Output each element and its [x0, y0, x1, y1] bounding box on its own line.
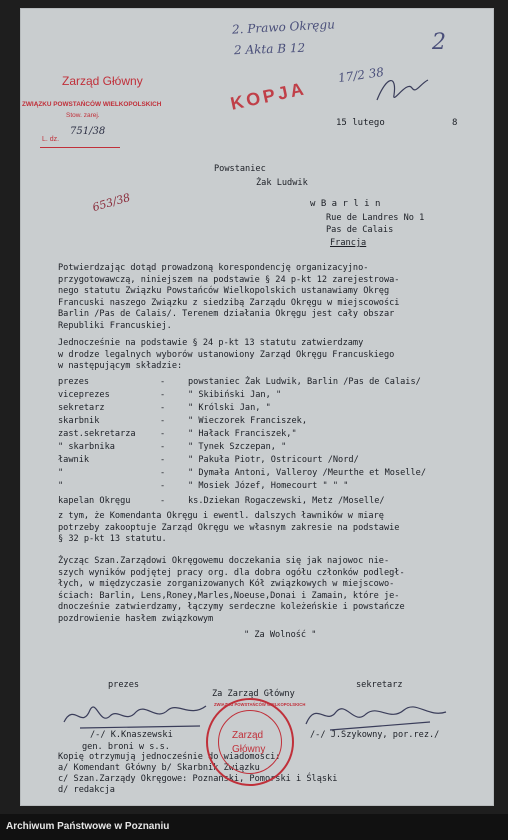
stamp-ref-number: 751/38	[70, 126, 106, 137]
paragraph-4-line: pozdrowienie hasłem związkowym	[58, 613, 214, 624]
roster-role: prezes	[58, 377, 90, 387]
cc-list	[58, 752, 337, 796]
paragraph-1-line: Francuski naszego Związku z siedzibą Zarządu Okręgu w miejscowości	[58, 297, 400, 308]
handwritten-initials	[372, 70, 432, 110]
roster-dash: -	[160, 481, 166, 491]
roster-role: "	[58, 468, 64, 478]
closing-motto: " Za Wolność "	[244, 630, 317, 640]
sekretarz-name: /-/ J.Szykowny, por.rez./	[310, 730, 440, 740]
roster-dash: -	[160, 442, 166, 452]
document-page	[20, 8, 494, 806]
paragraph-1	[58, 263, 399, 333]
address-line-4: Rue de Landres No 1	[326, 213, 425, 223]
paragraph-4-line: ściach: Barlin, Lens,Roney,Marles,Noeuse,Donai i Zamain, które je-	[58, 590, 400, 601]
letter-year: 8	[452, 118, 458, 128]
stamp-line-1: Zarząd Główny	[62, 74, 143, 88]
prezes-name: /-/ K.Knaszewski	[90, 730, 173, 740]
roster-dash: -	[160, 377, 166, 387]
roster-name: " Wieczorek Franciszek,	[188, 416, 307, 426]
handwritten-note-1: 2. Prawo Okręgu	[231, 17, 336, 37]
roster-dash: -	[160, 496, 166, 506]
address-line-3: w B a r l i n	[310, 199, 381, 209]
stamp-ref-prefix: L. dz.	[42, 136, 60, 143]
paragraph-3-line: potrzeby zakooptuje Zarząd Okręgu we własnym zakresie na podstawie	[58, 522, 400, 533]
prezes-rank: gen. broni w s.s.	[82, 742, 170, 752]
roster-role: sekretarz	[58, 403, 105, 413]
address-line-5: Pas de Calais	[326, 225, 394, 235]
closing-org: Za Zarząd Główny	[212, 689, 295, 699]
roster-name: " Mosiek Józef, Homecourt " " "	[188, 481, 349, 491]
stamp-line-2: ZWIĄZKU POWSTAŃCÓW WIELKOPOLSKICH	[22, 101, 162, 108]
roster-name: " Skibiński Jan, "	[188, 390, 282, 400]
cc-line: c/ Szan.Zarządy Okręgowe: Poznański, Pomorski i Śląski	[58, 774, 338, 784]
paragraph-2-line: w następującym składzie:	[58, 361, 183, 372]
paragraph-1-line: przygotowawczą, niniejszem na podstawie § 24 p-kt 12 zarejestrowa-	[58, 274, 400, 285]
roster-role: "	[58, 481, 64, 491]
margin-handwritten-number: 653/38	[90, 190, 132, 215]
roster-role: kapelan Okręgu	[58, 496, 131, 506]
cc-line: a/ Komendant Główny b/ Skarbnik Związku	[58, 763, 260, 773]
letter-date: 15 lutego	[336, 118, 385, 128]
roster-name: " Hałack Franciszek,"	[188, 429, 297, 439]
roster-dash: -	[160, 455, 166, 465]
paragraph-1-line: Republiki Francuskiej.	[58, 320, 172, 331]
handwritten-note-2: 2 Akta B 12	[233, 40, 306, 58]
address-line-2: Żak Ludwik	[256, 178, 308, 188]
handwritten-date-note: 17/2 38	[337, 64, 385, 86]
roster-role: skarbnik	[58, 416, 100, 426]
roster-name: powstaniec Żak Ludwik, Barlin /Pas de Calais/	[188, 377, 421, 387]
roster-name: " Tynek Szczepan, "	[188, 442, 287, 452]
cc-line: Kopię otrzymują jednocześnie do wiadomości:	[58, 752, 281, 762]
roster-dash: -	[160, 468, 166, 478]
paragraph-2-line: w drodze legalnych wyborów ustanowiony Zarząd Okręgu Francuskiego	[58, 349, 395, 360]
paragraph-1-line: Barlin /Pas de Calais/. Terenem działania Okręgu jest cały obszar	[58, 309, 395, 320]
roster-dash: -	[160, 390, 166, 400]
roster-name: " Królski Jan, "	[188, 403, 271, 413]
stamp-underline	[40, 147, 120, 148]
archive-footer: Archiwum Państwowe w Poznaniu	[0, 814, 508, 840]
paragraph-2	[58, 338, 394, 373]
stamp-line-3: Stow. zarej.	[66, 112, 100, 119]
address-line-1: Powstaniec	[214, 164, 266, 174]
round-stamp-center-2: Główny	[232, 744, 266, 755]
paragraph-4-line: łych, w międzyczasie zorganizowanych Kół związkowych w miejscowo-	[58, 579, 395, 590]
roster-role: zast.sekretarza	[58, 429, 136, 439]
prezes-label: prezes	[108, 680, 140, 690]
roster-role: " skarbnika	[58, 442, 115, 452]
roster-dash: -	[160, 429, 166, 439]
roster-dash: -	[160, 403, 166, 413]
paragraph-4	[58, 556, 405, 626]
paragraph-3	[58, 511, 399, 546]
paragraph-2-line: Jednocześnie na podstawie § 24 p-kt 13 statutu zatwierdzamy	[58, 338, 364, 348]
paragraph-4-line: dnocześnie zatwierdzamy, łączymy serdeczne koleżeńskie i powstańcze	[58, 602, 405, 613]
handwritten-page-number: 2	[432, 30, 446, 55]
paragraph-4-line: Życząc Szan.Zarządowi Okręgowemu doczekania się jak najowoc nie-	[58, 556, 390, 566]
address-line-6: Francja	[330, 238, 367, 248]
paragraph-1-line: nego statutu Związku Powstańców Wielkopolskich ustanawiamy Okręg	[58, 286, 390, 297]
round-stamp-inner	[218, 710, 282, 774]
paragraph-4-line: szych wyników podjętej pracy org. dla dobra ogółu członków podległ-	[58, 567, 405, 578]
paragraph-3-line: § 32 p-kt 13 statutu.	[58, 534, 167, 545]
round-stamp	[206, 698, 306, 786]
sekretarz-label: sekretarz	[356, 680, 403, 690]
round-stamp-top-text: ZWIĄZKU POWSTAŃCÓW WIELKOPOLSKICH	[214, 702, 306, 707]
cc-line: d/ redakcja	[58, 785, 115, 795]
roster-name: " Dymała Antoni, Valleroy /Meurthe et Moselle/	[188, 468, 426, 478]
round-stamp-center-1: Zarząd	[232, 730, 264, 741]
roster-name: " Pakuła Piotr, Ostricourt /Nord/	[188, 455, 359, 465]
roster-dash: -	[160, 416, 166, 426]
roster-name: ks.Dziekan Rogaczewski, Metz /Moselle/	[188, 496, 385, 506]
paragraph-1-line: Potwierdzając dotąd prowadzoną korespondencję organizacyjno-	[58, 263, 369, 273]
paragraph-3-line: z tym, że Komendanta Okręgu i ewentl. dalszych ławników w miarę	[58, 511, 384, 521]
kopja-stamp: KOPJA	[228, 78, 309, 114]
roster-role: viceprezes	[58, 390, 110, 400]
roster-role: ławnik	[58, 455, 90, 465]
